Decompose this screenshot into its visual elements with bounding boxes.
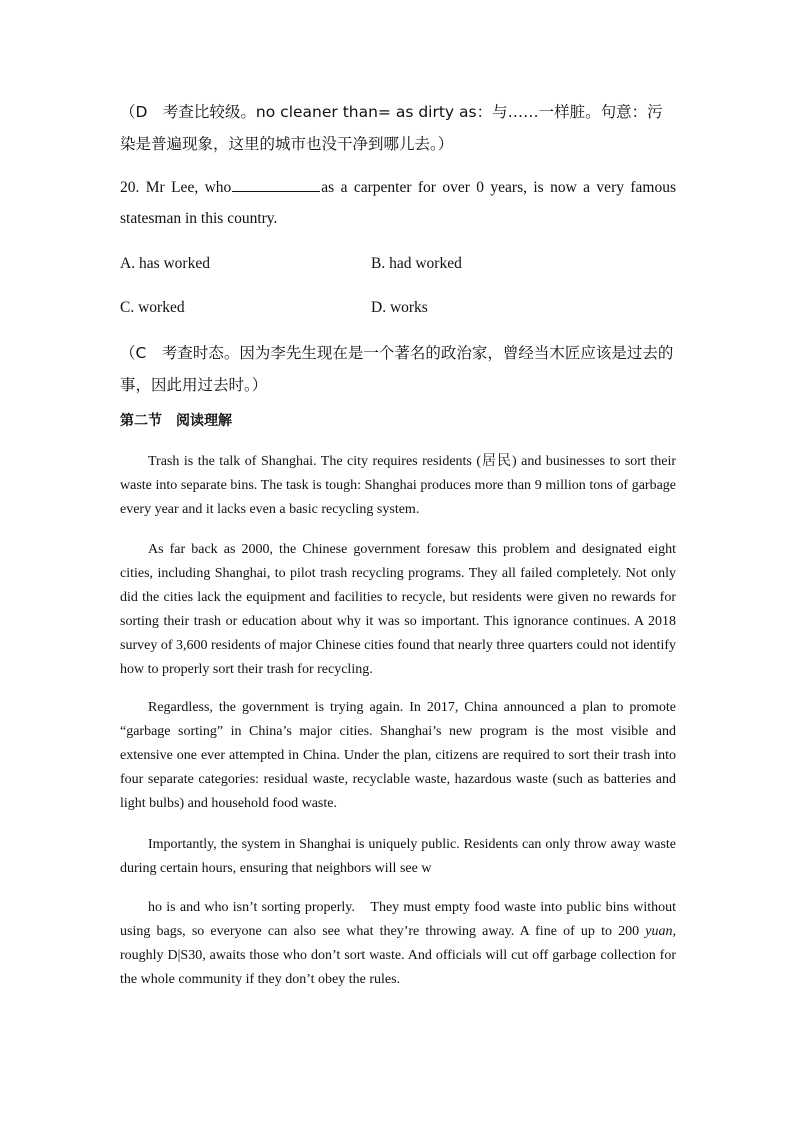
option-a: A. has worked (120, 255, 210, 272)
option-b: B. had worked (371, 255, 462, 272)
passage-paragraph-5-part-a: ho is and who isn’t sorting properly. They must empty food waste into public bins without using bags, so everyone can also see what they’re throwing away. A fine of up to 200 (120, 900, 676, 939)
option-d: D. works (371, 299, 428, 316)
section-heading: 第二节 阅读理解 (120, 413, 232, 429)
passage-paragraph-5-part-b: roughly D|S30, awaits those who don’t sort waste. And officials will cut off garbage collection for the whole community if they don’t obey the rules. (120, 948, 676, 987)
question-20-prefix: 20. Mr Lee, who (120, 179, 232, 196)
passage-paragraph-1: Trash is the talk of Shanghai. The city requires residents (居民) and businesses to sort their waste into separate bins. The task is tough: Shanghai produces more than 9 million tons of garbage every year and it lacks even a basic recycling system. (120, 454, 676, 517)
yuan-italic: yuan, (645, 924, 676, 939)
passage-paragraph-3: Regardless, the government is trying again. In 2017, China announced a plan to promote “garbage sorting” in China’s major cities. Shanghai’s new program is the most visible and extensive one ever attempted in China. Under the plan, citizens are required to sort their trash into four separate categories: residual waste, recyclable waste, hazardous waste (such as batteries and light bulbs) and household food waste. (120, 700, 676, 811)
explanation-c: （C 考查时态。因为李先生现在是一个著名的政治家，曾经当木匠应该是过去的事，因此用过去时。） (120, 344, 674, 394)
explanation-d: （D 考查比较级。no cleaner than= as dirty as：与……一样脏。句意：污染是普遍现象，这里的城市也没干净到哪儿去。） (120, 103, 663, 153)
passage-paragraph-4: Importantly, the system in Shanghai is uniquely public. Residents can only throw away waste during certain hours, ensuring that neighbors will see w (120, 837, 676, 876)
answer-blank (232, 178, 320, 192)
option-c: C. worked (120, 299, 185, 316)
question-20-suffix: as a carpenter for over 0 years, is now a very famous statesman in this country. (120, 179, 676, 227)
question-20 (120, 172, 676, 234)
passage-paragraph-2: As far back as 2000, the Chinese government foresaw this problem and designated eight cities, including Shanghai, to pilot trash recycling programs. They all failed completely. Not only did the cities lack the equipment and facilities to recycle, but residents were given no rewards for sorting their trash or education about why it was so important. This ignorance continues. A 2018 survey of 3,600 residents of major Chinese cities found that nearly three quarters could not identify how to properly sort their trash for recycling. (120, 542, 676, 677)
passage-paragraph-5 (120, 896, 676, 992)
